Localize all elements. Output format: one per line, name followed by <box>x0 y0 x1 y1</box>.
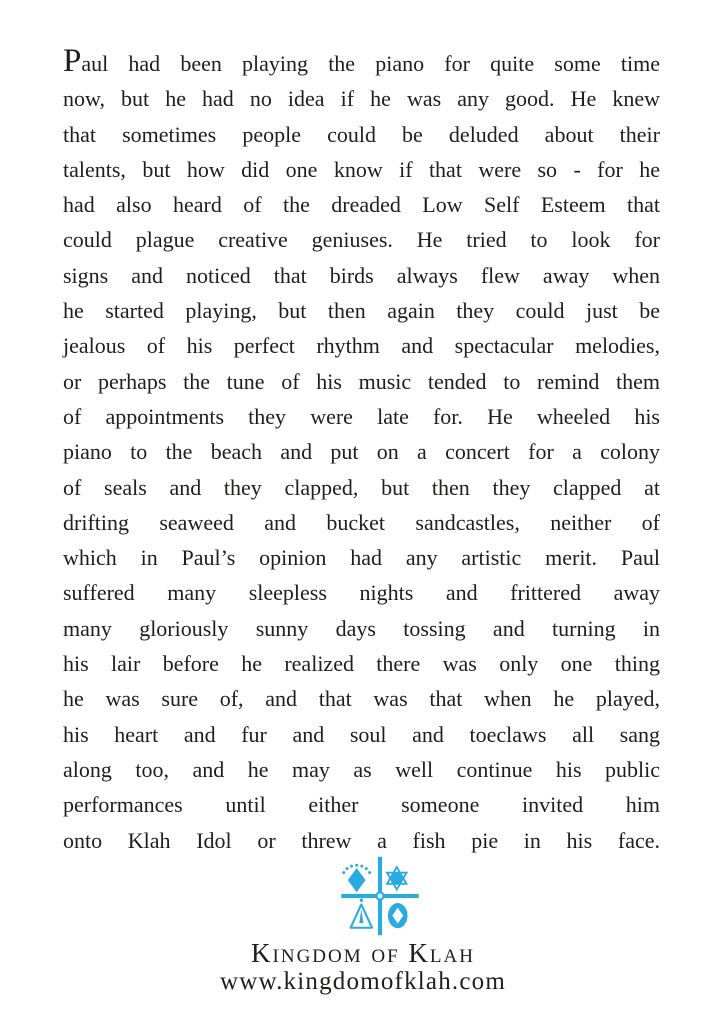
footer <box>0 854 726 995</box>
story-line: drifting seaweed and bucket sandcastles, neither of <box>63 509 660 535</box>
website-url: www.kingdomofklah.com <box>219 968 507 995</box>
kingdom-of-klah-logo <box>338 854 422 938</box>
story-line: signs and noticed that birds always flew away when <box>63 262 660 288</box>
story-line: which in Paul’s opinion had any artistic merit. Paul <box>63 545 660 571</box>
story-line: piano to the beach and put on a concert for a colony <box>63 439 660 465</box>
diamond-spark-icon <box>342 864 371 893</box>
story-line: along too, and he may as well continue his public <box>63 756 660 782</box>
story-line: his heart and fur and soul and toeclaws all sang <box>63 721 660 747</box>
story-line: or perhaps the tune of his music tended to remind them <box>63 368 660 394</box>
story-line: he started playing, but then again they could just be <box>63 298 660 324</box>
brand-name: Kingdom of Klah <box>251 938 475 968</box>
story-line: of seals and they clapped, but then they clapped at <box>63 474 660 500</box>
story-line: of appointments they were late for. He wheeled his <box>63 403 660 429</box>
story-line <box>63 43 660 81</box>
story-line: his lair before he realized there was only one thing <box>63 651 660 677</box>
story-line: he was sure of, and that was that when he played, <box>63 686 660 712</box>
oval-diamond-icon <box>388 903 408 928</box>
story-line: had also heard of the dreaded Low Self Esteem that <box>63 192 660 218</box>
story-line: now, but he had no idea if he was any good. He knew <box>63 86 660 112</box>
story-line: could plague creative geniuses. He tried to look for <box>63 227 660 253</box>
story-line: talents, but how did one know if that were so - for he <box>63 156 660 182</box>
story-line: that sometimes people could be deluded about their <box>63 121 660 147</box>
story-paragraph <box>63 43 660 858</box>
story-line: jealous of his perfect rhythm and spectacular melodies, <box>63 333 660 359</box>
story-line: many gloriously sunny days tossing and turning in <box>63 615 660 641</box>
exclamation-triangle-icon <box>351 899 372 928</box>
drop-cap: P <box>63 43 82 79</box>
story-line: onto Klah Idol or threw a fish pie in his face. <box>63 827 660 853</box>
story-line: performances until either someone invited him <box>63 792 660 818</box>
story-line-text: aul had been playing the piano for quite some time <box>81 51 660 76</box>
story-line: suffered many sleepless nights and frittered away <box>63 580 660 606</box>
star-of-david-icon <box>387 867 406 889</box>
